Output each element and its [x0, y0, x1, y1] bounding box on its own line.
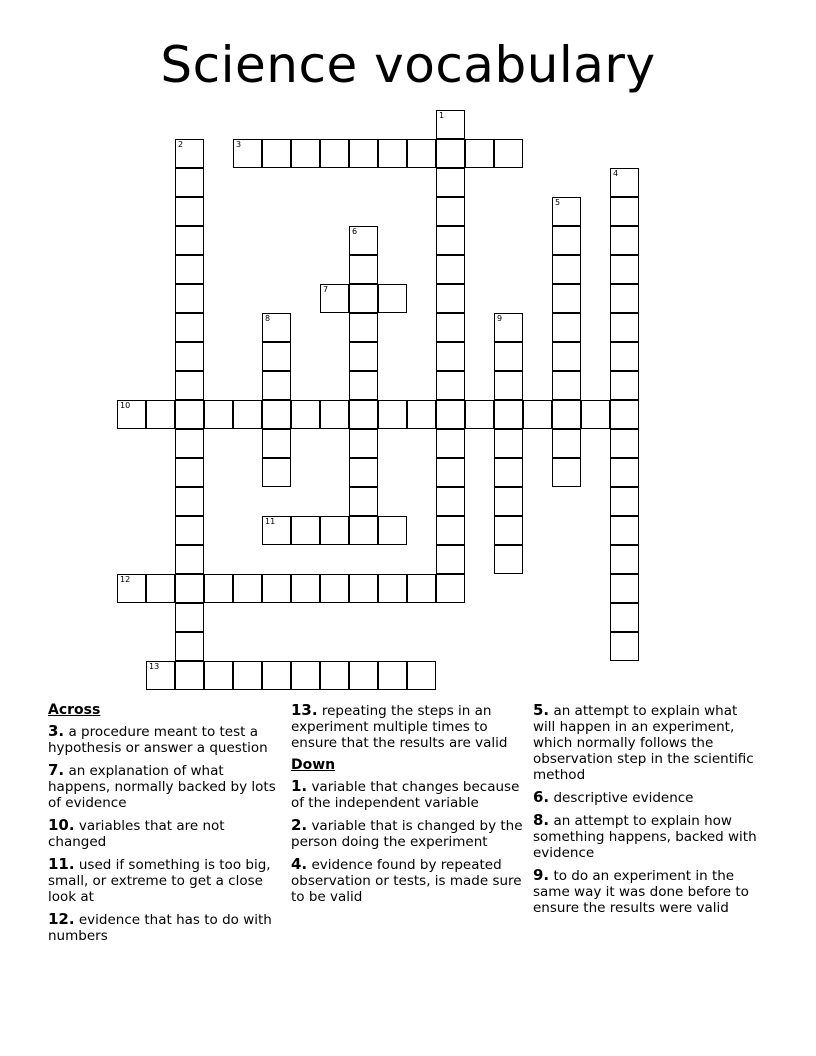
grid-cell[interactable] [349, 284, 378, 313]
grid-cell[interactable] [610, 342, 639, 371]
clue-down-4 [291, 856, 527, 905]
clue-number: 12. [48, 910, 75, 928]
clue-number: 2. [291, 816, 308, 834]
grid-cell[interactable] [436, 226, 465, 255]
grid-cell[interactable] [117, 574, 146, 603]
grid-cell[interactable] [494, 400, 523, 429]
grid-cell[interactable] [291, 661, 320, 690]
grid-cell[interactable] [436, 429, 465, 458]
puzzle-title: Science vocabulary [160, 36, 656, 94]
grid-cell[interactable] [175, 487, 204, 516]
grid-cell[interactable] [349, 313, 378, 342]
grid-cell[interactable] [262, 458, 291, 487]
grid-cell[interactable] [494, 545, 523, 574]
clue-number: 13. [291, 701, 318, 719]
clue-text: variables that are not changed [48, 818, 225, 850]
clue-text: variable that changes because of the independent variable [291, 779, 520, 811]
grid-cell[interactable] [494, 371, 523, 400]
grid-cell[interactable] [610, 603, 639, 632]
grid-cell[interactable] [349, 661, 378, 690]
grid-cell[interactable] [610, 632, 639, 661]
grid-cell[interactable] [291, 516, 320, 545]
cell-number: 5 [555, 198, 561, 207]
grid-cell[interactable] [204, 661, 233, 690]
clue-text: repeating the steps in an experiment multiple times to ensure that the results are valid [291, 703, 508, 751]
grid-cell[interactable] [610, 197, 639, 226]
grid-cell[interactable] [436, 168, 465, 197]
grid-cell[interactable] [610, 516, 639, 545]
grid-cell[interactable] [262, 400, 291, 429]
grid-cell[interactable] [610, 313, 639, 342]
clue-across-12 [48, 911, 283, 944]
clue-text: variable that is changed by the person doing the experiment [291, 818, 523, 850]
grid-cell[interactable] [494, 313, 523, 342]
clue-number: 10. [48, 816, 75, 834]
grid-cell[interactable] [407, 661, 436, 690]
cell-number: 4 [613, 169, 619, 178]
grid-cell[interactable] [523, 400, 552, 429]
grid-cell[interactable] [407, 400, 436, 429]
grid-cell[interactable] [262, 574, 291, 603]
clue-text: to do an experiment in the same way it was done before to ensure the results were valid [533, 868, 749, 916]
grid-cell[interactable] [291, 574, 320, 603]
grid-cell[interactable] [175, 139, 204, 168]
grid-cell[interactable] [320, 516, 349, 545]
grid-cell[interactable] [175, 632, 204, 661]
clues-column-3 [533, 702, 761, 922]
grid-cell[interactable] [204, 400, 233, 429]
cell-number: 1 [439, 111, 445, 120]
grid-cell[interactable] [436, 545, 465, 574]
grid-cell[interactable] [175, 313, 204, 342]
cell-number: 7 [323, 285, 329, 294]
clue-text: evidence that has to do with numbers [48, 912, 272, 944]
grid-cell[interactable] [610, 574, 639, 603]
cell-number: 2 [178, 140, 184, 149]
grid-cell[interactable] [552, 429, 581, 458]
grid-cell[interactable] [262, 516, 291, 545]
grid-cell[interactable] [349, 574, 378, 603]
grid-cell[interactable] [552, 226, 581, 255]
grid-cell[interactable] [262, 313, 291, 342]
grid-cell[interactable] [349, 139, 378, 168]
grid-cell[interactable] [378, 516, 407, 545]
cell-number: 3 [236, 140, 242, 149]
grid-cell[interactable] [175, 226, 204, 255]
clue-across-3 [48, 723, 283, 756]
clue-text: a procedure meant to test a hypothesis or answer a question [48, 724, 268, 756]
clue-down-6 [533, 789, 761, 806]
grid-cell[interactable] [436, 516, 465, 545]
grid-cell[interactable] [436, 110, 465, 139]
grid-cell[interactable] [494, 139, 523, 168]
grid-cell[interactable] [146, 574, 175, 603]
grid-cell[interactable] [175, 429, 204, 458]
grid-cell[interactable] [436, 255, 465, 284]
grid-cell[interactable] [175, 458, 204, 487]
grid-cell[interactable] [436, 313, 465, 342]
grid-cell[interactable] [175, 197, 204, 226]
grid-cell[interactable] [552, 400, 581, 429]
grid-cell[interactable] [262, 429, 291, 458]
grid-cell[interactable] [320, 661, 349, 690]
clue-across-7 [48, 762, 283, 811]
clue-across-13 [291, 702, 527, 751]
grid-cell[interactable] [581, 400, 610, 429]
grid-cell[interactable] [552, 313, 581, 342]
grid-cell[interactable] [610, 545, 639, 574]
grid-cell[interactable] [465, 139, 494, 168]
grid-cell[interactable] [233, 400, 262, 429]
grid-cell[interactable] [552, 458, 581, 487]
grid-cell[interactable] [494, 342, 523, 371]
cell-number: 11 [265, 517, 276, 526]
clue-number: 3. [48, 722, 65, 740]
grid-cell[interactable] [349, 458, 378, 487]
clue-text: an attempt to explain how something happens, backed with evidence [533, 813, 757, 861]
cell-number: 8 [265, 314, 271, 323]
grid-cell[interactable] [436, 371, 465, 400]
grid-cell[interactable] [146, 661, 175, 690]
grid-cell[interactable] [407, 139, 436, 168]
grid-cell[interactable] [291, 400, 320, 429]
clue-down-2 [291, 817, 527, 850]
clue-number: 8. [533, 811, 550, 829]
grid-cell[interactable] [349, 516, 378, 545]
grid-cell[interactable] [436, 139, 465, 168]
grid-cell[interactable] [436, 487, 465, 516]
grid-cell[interactable] [349, 342, 378, 371]
clue-text: used if something is too big, small, or extreme to get a close look at [48, 857, 271, 905]
grid-cell[interactable] [378, 284, 407, 313]
grid-cell[interactable] [175, 516, 204, 545]
grid-cell[interactable] [610, 400, 639, 429]
grid-cell[interactable] [407, 574, 436, 603]
grid-cell[interactable] [175, 661, 204, 690]
cell-number: 13 [149, 662, 160, 671]
grid-cell[interactable] [610, 168, 639, 197]
grid-cell[interactable] [552, 197, 581, 226]
grid-cell[interactable] [610, 458, 639, 487]
clue-text: an explanation of what happens, normally backed by lots of evidence [48, 763, 276, 811]
grid-cell[interactable] [146, 400, 175, 429]
clue-number: 11. [48, 855, 75, 873]
grid-cell[interactable] [117, 400, 146, 429]
grid-cell[interactable] [552, 342, 581, 371]
grid-cell[interactable] [349, 429, 378, 458]
grid-cell[interactable] [349, 487, 378, 516]
grid-cell[interactable] [436, 342, 465, 371]
grid-cell[interactable] [349, 255, 378, 284]
cell-number: 10 [120, 401, 131, 410]
grid-cell[interactable] [175, 574, 204, 603]
grid-cell[interactable] [175, 400, 204, 429]
clue-number: 9. [533, 866, 550, 884]
grid-cell[interactable] [552, 371, 581, 400]
grid-cell[interactable] [610, 226, 639, 255]
grid-cell[interactable] [610, 371, 639, 400]
grid-cell[interactable] [262, 661, 291, 690]
clues-column-1 [48, 702, 283, 950]
across-heading: Across [48, 702, 101, 718]
grid-cell[interactable] [552, 284, 581, 313]
cell-number: 12 [120, 575, 131, 584]
grid-cell[interactable] [204, 574, 233, 603]
clue-across-11 [48, 856, 283, 905]
grid-cell[interactable] [610, 429, 639, 458]
grid-cell[interactable] [436, 284, 465, 313]
clue-down-5 [533, 702, 761, 783]
clue-down-9 [533, 867, 761, 916]
grid-cell[interactable] [175, 545, 204, 574]
clue-number: 4. [291, 855, 308, 873]
clue-number: 5. [533, 701, 550, 719]
grid-cell[interactable] [320, 284, 349, 313]
grid-cell[interactable] [233, 661, 262, 690]
cell-number: 9 [497, 314, 503, 323]
grid-cell[interactable] [494, 516, 523, 545]
clue-text: an attempt to explain what will happen in an experiment, which normally follows the observation step in the scientific method [533, 703, 754, 783]
grid-cell[interactable] [320, 400, 349, 429]
clue-down-8 [533, 812, 761, 861]
clue-text: evidence found by repeated observation or tests, is made sure to be valid [291, 857, 522, 905]
grid-cell[interactable] [465, 400, 494, 429]
clue-text: descriptive evidence [553, 790, 694, 806]
grid-cell[interactable] [610, 255, 639, 284]
grid-cell[interactable] [175, 342, 204, 371]
clue-number: 7. [48, 761, 65, 779]
grid-cell[interactable] [262, 342, 291, 371]
grid-cell[interactable] [175, 603, 204, 632]
grid-cell[interactable] [436, 458, 465, 487]
grid-cell[interactable] [349, 371, 378, 400]
grid-cell[interactable] [378, 139, 407, 168]
grid-cell[interactable] [349, 226, 378, 255]
grid-cell[interactable] [262, 139, 291, 168]
clue-down-1 [291, 778, 527, 811]
down-heading: Down [291, 757, 336, 773]
grid-cell[interactable] [175, 371, 204, 400]
clue-across-10 [48, 817, 283, 850]
grid-cell[interactable] [436, 197, 465, 226]
cell-number: 6 [352, 227, 358, 236]
grid-cell[interactable] [552, 255, 581, 284]
grid-cell[interactable] [291, 139, 320, 168]
grid-cell[interactable] [175, 255, 204, 284]
clue-number: 6. [533, 788, 550, 806]
grid-cell[interactable] [494, 487, 523, 516]
grid-cell[interactable] [494, 458, 523, 487]
grid-cell[interactable] [436, 400, 465, 429]
grid-cell[interactable] [233, 574, 262, 603]
grid-cell[interactable] [378, 661, 407, 690]
grid-cell[interactable] [610, 284, 639, 313]
grid-cell[interactable] [610, 487, 639, 516]
grid-cell[interactable] [320, 574, 349, 603]
grid-cell[interactable] [262, 371, 291, 400]
grid-cell[interactable] [349, 400, 378, 429]
grid-cell[interactable] [175, 168, 204, 197]
grid-cell[interactable] [494, 429, 523, 458]
clues-column-2 [291, 702, 527, 911]
grid-cell[interactable] [175, 284, 204, 313]
grid-cell[interactable] [233, 139, 262, 168]
grid-cell[interactable] [320, 139, 349, 168]
grid-cell[interactable] [436, 574, 465, 603]
grid-cell[interactable] [378, 574, 407, 603]
clue-number: 1. [291, 777, 308, 795]
grid-cell[interactable] [378, 400, 407, 429]
